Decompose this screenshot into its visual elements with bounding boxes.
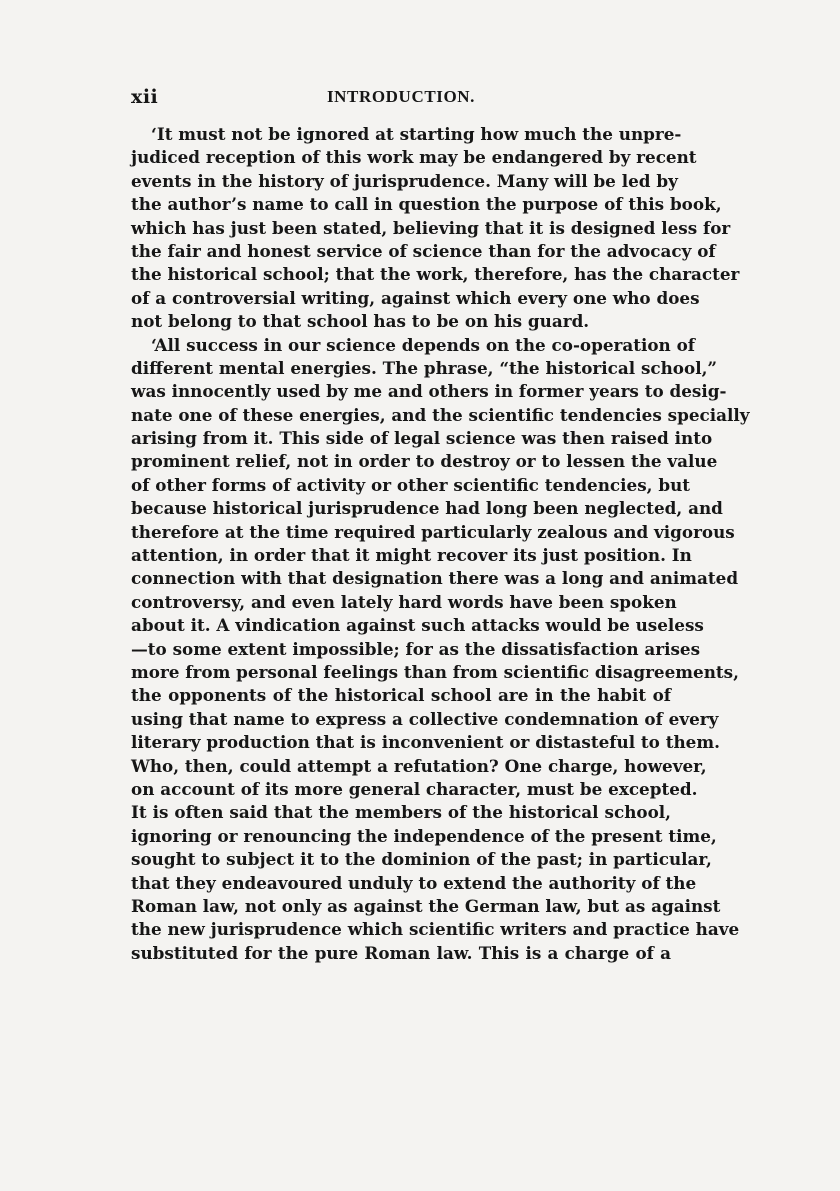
text-line: that they endeavoured unduly to extend the authority of the — [131, 872, 697, 893]
text-line: ignoring or renouncing the independence of the present time, — [131, 825, 717, 846]
text-line: more from personal feelings than from scientific disagreements, — [131, 661, 739, 682]
text-line: ‘It must not be ignored at starting how much the unpre- — [151, 124, 682, 144]
body-text — [131, 123, 750, 965]
text-line: substituted for the pure Roman law. This is a charge of a — [131, 942, 671, 963]
text-line: Roman law, not only as against the German law, but as against — [131, 895, 721, 916]
text-line: about it. A vindication against such attacks would be useless — [131, 615, 704, 636]
text-line: was innocently used by me and others in former years to desig- — [131, 381, 727, 402]
text-line: using that name to express a collective condemnation of every — [131, 708, 719, 729]
text-line: connection with that designation there was a long and animated — [131, 568, 739, 589]
text-line: —to some extent impossible; for as the dissatisfaction arises — [131, 638, 701, 659]
text-line: attention, in order that it might recover its just position. In — [131, 545, 692, 566]
text-line: nate one of these energies, and the scientific tendencies specially — [131, 404, 750, 425]
text-line: the new jurisprudence which scientific writers and practice have — [131, 919, 740, 940]
text-line: ‘All success in our science depends on the co-operation of — [151, 334, 696, 355]
text-line: not belong to that school has to be on his guard. — [131, 311, 590, 332]
text-line: sought to subject it to the dominion of the past; in particular, — [131, 849, 712, 870]
text-line: the fair and honest service of science than for the advocacy of — [131, 240, 716, 261]
page-header — [131, 86, 671, 112]
text-line: literary production that is inconvenient or distasteful to them. — [131, 732, 720, 753]
page-number: xii — [131, 86, 159, 108]
text-line: It is often said that the members of the historical school, — [131, 802, 671, 823]
text-line: judiced reception of this work may be endangered by recent — [131, 147, 697, 168]
text-line: prominent relief, not in order to destroy or to lessen the value — [131, 451, 718, 472]
text-line: different mental energies. The phrase, “the historical school,” — [131, 357, 718, 378]
text-line: therefore at the time required particularly zealous and vigorous — [131, 521, 735, 542]
text-line: on account of its more general character, must be excepted. — [131, 778, 698, 799]
text-line: the author’s name to call in question the purpose of this book, — [131, 194, 722, 215]
text-line: controversy, and even lately hard words have been spoken — [131, 591, 677, 612]
text-line: of other forms of activity or other scientific tendencies, but — [131, 474, 691, 495]
text-line: Who, then, could attempt a refutation? One charge, however, — [131, 755, 707, 776]
text-line: the opponents of the historical school are in the habit of — [131, 685, 671, 706]
text-line: arising from it. This side of legal science was then raised into — [131, 428, 713, 449]
text-line: events in the history of jurisprudence. Many will be led by — [131, 170, 678, 191]
text-line: because historical jurisprudence had long been neglected, and — [131, 498, 723, 519]
text-line: of a controversial writing, against which every one who does — [131, 287, 700, 308]
text-line: the historical school; that the work, therefore, has the character — [131, 264, 740, 285]
running-head: INTRODUCTION. — [326, 87, 476, 106]
text-line: which has just been stated, believing that it is designed less for — [131, 217, 731, 238]
